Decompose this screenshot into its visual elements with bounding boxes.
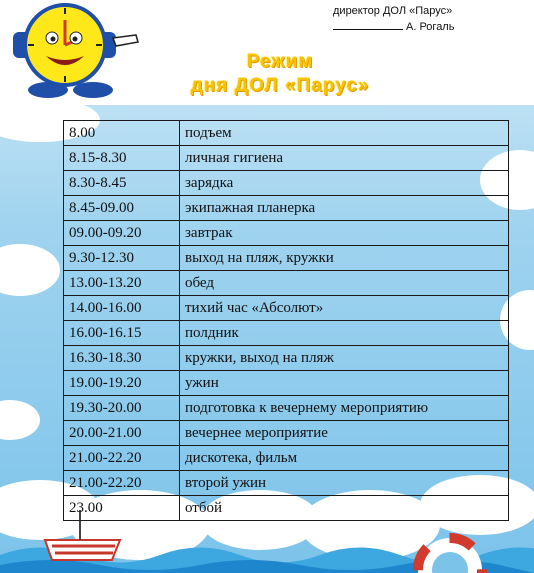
table-row [64,346,509,371]
schedule-activity: личная гигиена [180,146,509,171]
approval-block [333,4,454,35]
table-row [64,146,509,171]
table-row [64,471,509,496]
schedule-time: 13.00-13.20 [64,271,180,296]
table-row [64,221,509,246]
schedule-time: 16.00-16.15 [64,321,180,346]
table-row [64,171,509,196]
schedule-activity: завтрак [180,221,509,246]
table-row [64,496,509,521]
schedule-time: 9.30-12.30 [64,246,180,271]
schedule-activity: отбой [180,496,509,521]
schedule-activity: зарядка [180,171,509,196]
title-line-1: Режим [246,51,314,72]
schedule-time: 23.00 [64,496,180,521]
schedule-time: 8.45-09.00 [64,196,180,221]
schedule-body [64,121,509,521]
table-row [64,321,509,346]
schedule-time: 21.00-22.20 [64,471,180,496]
schedule-time: 8.30-8.45 [64,171,180,196]
table-row [64,421,509,446]
schedule-time: 21.00-22.20 [64,446,180,471]
table-row [64,196,509,221]
schedule-time: 19.30-20.00 [64,396,180,421]
table-row [64,246,509,271]
schedule-activity: экипажная планерка [180,196,509,221]
schedule-activity: обед [180,271,509,296]
schedule-activity: полдник [180,321,509,346]
page-title [150,50,410,98]
table-row [64,371,509,396]
schedule-activity: ужин [180,371,509,396]
schedule-time: 8.15-8.30 [64,146,180,171]
schedule-activity: дискотека, фильм [180,446,509,471]
schedule-time: 20.00-21.00 [64,421,180,446]
schedule-table [63,120,509,521]
schedule-activity: кружки, выход на пляж [180,346,509,371]
clock-mascot-icon [8,2,143,106]
schedule-time: 8.00 [64,121,180,146]
schedule-activity: выход на пляж, кружки [180,246,509,271]
schedule-time: 14.00-16.00 [64,296,180,321]
schedule-activity: второй ужин [180,471,509,496]
table-row [64,296,509,321]
table-row [64,121,509,146]
schedule-activity: подготовка к вечернему мероприятию [180,396,509,421]
signature-blank [333,19,403,30]
schedule-activity: вечернее мероприятие [180,421,509,446]
table-row [64,446,509,471]
schedule-time: 16.30-18.30 [64,346,180,371]
title-line-2: дня ДОЛ «Парус» [190,75,370,96]
schedule-activity: подъем [180,121,509,146]
table-row [64,396,509,421]
table-row [64,271,509,296]
signature-name: А. Рогаль [406,21,455,33]
schedule-time: 19.00-19.20 [64,371,180,396]
director-line: директор ДОЛ «Парус» [333,5,453,17]
schedule-activity: тихий час «Абсолют» [180,296,509,321]
signature-line [333,19,454,35]
schedule-time: 09.00-09.20 [64,221,180,246]
